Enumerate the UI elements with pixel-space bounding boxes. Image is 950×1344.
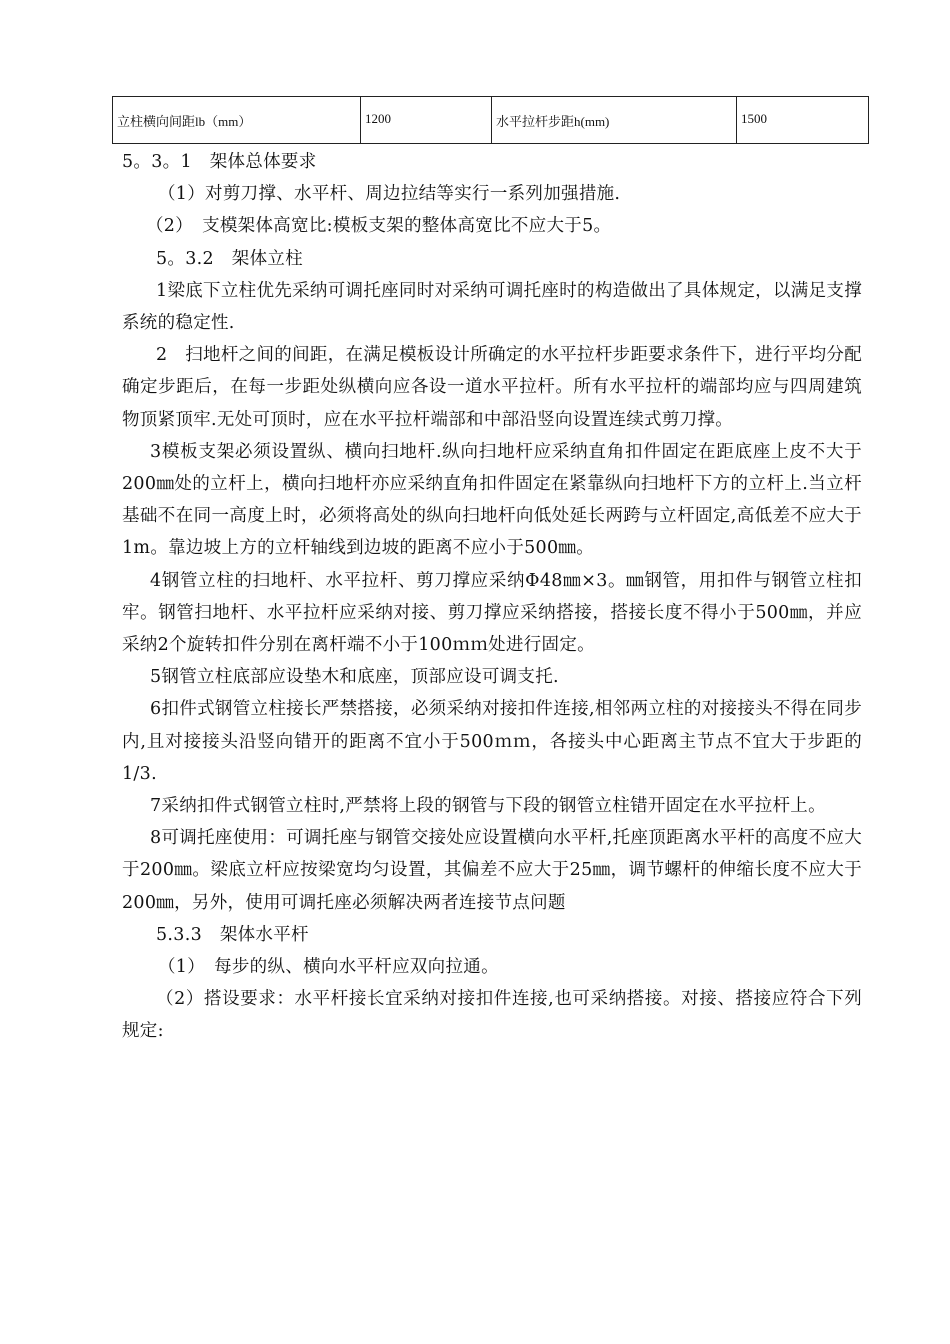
- paragraph-rule-5: 5钢管立柱底部应设垫木和底座，顶部应设可调支托.: [150, 667, 559, 688]
- section-heading-5-3-2: 5。3.2 架体立柱: [156, 248, 303, 269]
- paragraph-rule-8: 8可调托座使用：可调托座与钢管交接处应设置横向水平杆,托座顶距离水平杆的高度不应大于200㎜。梁底立杆应按梁宽均匀设置，其偏差不应大于25㎜，调节螺杆的伸缩长度不应大于200㎜，另外，使用可调托座必须解决两者连接节点问题: [122, 828, 862, 913]
- section-heading-5-3-1: 5。3。1 架体总体要求: [122, 152, 317, 172]
- paragraph-rule-3: 3模板支架必须设置纵、横向扫地杆.纵向扫地杆应采纳直角扣件固定在距底座上皮不大于200㎜处的立杆上，横向扫地杆亦应采纳直角扣件固定在紧靠纵向扫地杆下方的立杆上.当立杆基础不在同一高度上时，必须将高处的纵向扫地杆向低处延长两跨与立杆固定,高低差不应大于1m。靠边坡上方的立杆轴线到边坡的距离不应小于500㎜。: [122, 441, 862, 559]
- paragraph-item-3: （1） 每步的纵、横向水平杆应双向拉通。: [158, 957, 499, 978]
- paragraph-rule-1: 1梁底下立柱优先采纳可调托座同时对采纳可调托座时的构造做出了具体规定，以满足支撑系统的稳定性.: [122, 280, 862, 334]
- table-cell-label-lb: 立柱横向间距lb（mm）: [113, 97, 361, 144]
- paragraph-rule-6: 6扣件式钢管立柱接长严禁搭接，必须采纳对接扣件连接,相邻两立柱的对接接头不得在同步内,且对接接头沿竖向错开的距离不宜小于500ｍｍ，各接头中心距离主节点不宜大于步距的1/3.: [122, 699, 862, 784]
- paragraph-item-4: （2）搭设要求：水平杆接长宜采纳对接扣件连接,也可采纳搭接。对接、搭接应符合下列规定:: [122, 989, 862, 1042]
- table-cell-label-h: 水平拉杆步距h(mm): [492, 97, 737, 144]
- body-text: [122, 146, 862, 1048]
- table-cell-value-lb: 1200: [361, 97, 492, 144]
- paragraph-item-2: （2） 支模架体高宽比:模板支架的整体高宽比不应大于5。: [146, 216, 612, 237]
- paragraph-rule-4: 4钢管立柱的扫地杆、水平拉杆、剪刀撑应采纳Φ48㎜×3。㎜钢管，用扣件与钢管立柱扣牢。钢管扫地杆、水平拉杆应采纳对接、剪刀撑应采纳搭接，搭接长度不得小于500㎜，并应采纳2个旋转扣件分别在离杆端不小于100ｍｍ处进行固定。: [122, 570, 862, 656]
- paragraph-rule-7: 7采纳扣件式钢管立柱时,严禁将上段的钢管与下段的钢管立柱错开固定在水平拉杆上。: [150, 796, 826, 817]
- paragraph-rule-2: 2 扫地杆之间的间距，在满足模板设计所确定的水平拉杆步距要求条件下，进行平均分配确定步距后，在每一步距处纵横向应各设一道水平拉杆。所有水平拉杆的端部均应与四周建筑物顶紧顶牢.无处可顶时，应在水平拉杆端部和中部沿竖向设置连续式剪刀撑。: [122, 345, 862, 430]
- section-heading-5-3-3: 5.3.3 架体水平杆: [156, 924, 309, 945]
- table-row: [113, 97, 869, 144]
- table-cell-value-h: 1500: [737, 97, 869, 144]
- paragraph-item-1: （1）对剪刀撑、水平杆、周边拉结等实行一系列加强措施.: [158, 184, 621, 205]
- parameter-table: [112, 96, 869, 144]
